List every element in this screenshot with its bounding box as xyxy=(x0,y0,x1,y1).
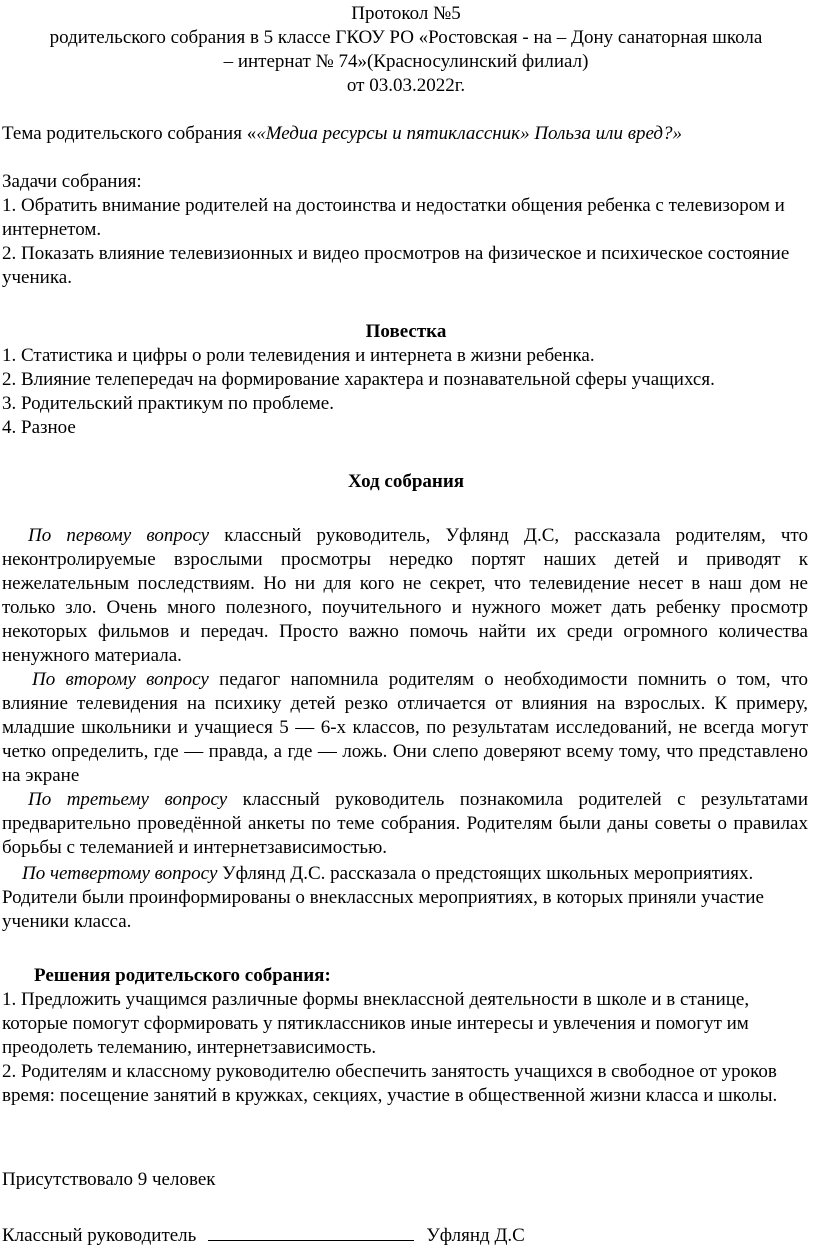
protocol-number: Протокол №5 xyxy=(351,3,461,24)
question-3-text: классный руководитель познакомила родителей с результатами предварительно проведённой анкеты по теме собрания. Родителям были даны советы о правилах борьбы с телеманией и интернетзависимостью. xyxy=(2,789,808,858)
signature-line xyxy=(2,1222,810,1248)
decision-item-2: 2. Родителям и классному руководителю обеспечить занятость учащихся в свободное от уроков время: посещение занятий в кружках, секциях, участие в общественной жизни класса и школы. xyxy=(2,1061,778,1106)
agenda-item-1: 1. Статистика и цифры о роли телевидения и интернета в жизни ребенка. xyxy=(2,345,595,366)
question-4-text: Уфлянд Д.С. рассказала о предстоящих школьных мероприятиях. Родители были проинформированы о внеклассных мероприятиях, в которых приняли участие ученики класса. xyxy=(2,863,764,932)
agenda-section xyxy=(2,320,810,440)
signature-role: Классный руководитель xyxy=(2,1225,197,1246)
question-2-text: педагог напомнила родителям о необходимости помнить о том, что влияние телевидения на психику детей резко отличается от влияния на взрослых. К примеру, младшие школьники и учащиеся 5 — 6-х классов, по результатам исследований, не всегда могут четко определить, где — правда, а где — ложь. Они слепо доверяют всему тому, что представлено на экране xyxy=(2,669,808,786)
meeting-date: от 03.03.2022г. xyxy=(346,75,466,96)
proceedings-paragraph-3 xyxy=(2,788,808,860)
topic-prefix: Тема родительского собрания « xyxy=(2,123,257,144)
proceedings-section xyxy=(2,470,810,934)
header-line-3: – интернат № 74»(Красносулинский филиал) xyxy=(223,51,589,72)
document-header xyxy=(2,2,810,98)
proceedings-heading: Ход собрания xyxy=(347,471,465,492)
topic-title: «Медиа ресурсы и пятиклассник» Польза или вред?» xyxy=(256,123,683,144)
question-4-lead: По четвертому вопросу xyxy=(22,863,218,884)
decision-item-1: 1. Предложить учащимся различные формы внеклассной деятельности в школе и в станице, которые помогут сформировать у пятиклассников иные интересы и увлечения и помогут им преодолеть телеманию, интернетзависимость. xyxy=(2,989,750,1058)
proceedings-paragraph-2 xyxy=(2,668,808,788)
proceedings-paragraph-4 xyxy=(2,862,810,934)
agenda-item-3: 3. Родительский практикум по проблеме. xyxy=(2,393,334,414)
header-line-2: родительского собрания в 5 классе ГКОУ РО «Ростовская - на – Дону санаторная школа xyxy=(49,27,763,48)
tasks-heading: Задачи собрания: xyxy=(2,171,142,192)
signature-blank xyxy=(208,1222,414,1241)
task-item-2: 2. Показать влияние телевизионных и видео просмотров на физическое и психическое состояние ученика. xyxy=(2,243,790,288)
meeting-topic xyxy=(2,122,810,146)
agenda-item-4: 4. Разное xyxy=(2,417,76,438)
decisions-section xyxy=(2,964,810,1108)
task-item-1: 1. Обратить внимание родителей на достоинства и недостатки общения ребенка с телевизором и интернетом. xyxy=(2,195,785,240)
question-2-lead: По второму вопросу xyxy=(32,669,209,690)
proceedings-paragraph-1 xyxy=(2,524,808,668)
question-1-text: классный руководитель, Уфлянд Д.С, рассказала родителям, что неконтролируемые взрослыми просмотры нередко портят наших детей и приводят к нежелательным последствиям. Но ни для кого не секрет, что телевидение несет в наш дом не только зло. Очень много полезного, поучительного и нужного может дать ребенку просмотр некоторых фильмов и передач. Просто важно помочь найти их среди огромного количества ненужного материала. xyxy=(2,525,808,666)
question-1-lead: По первому вопросу xyxy=(28,525,210,546)
agenda-heading: Повестка xyxy=(365,321,447,342)
tasks-section xyxy=(2,170,810,290)
decisions-heading: Решения родительского собрания: xyxy=(34,965,331,986)
attendance-count: Присутствовало 9 человек xyxy=(2,1169,216,1190)
agenda-item-2: 2. Влияние телепередач на формирование характера и познавательной сферы учащихся. xyxy=(2,369,715,390)
question-3-lead: По третьему вопросу xyxy=(28,789,228,810)
signature-name: Уфлянд Д.С xyxy=(426,1225,525,1246)
